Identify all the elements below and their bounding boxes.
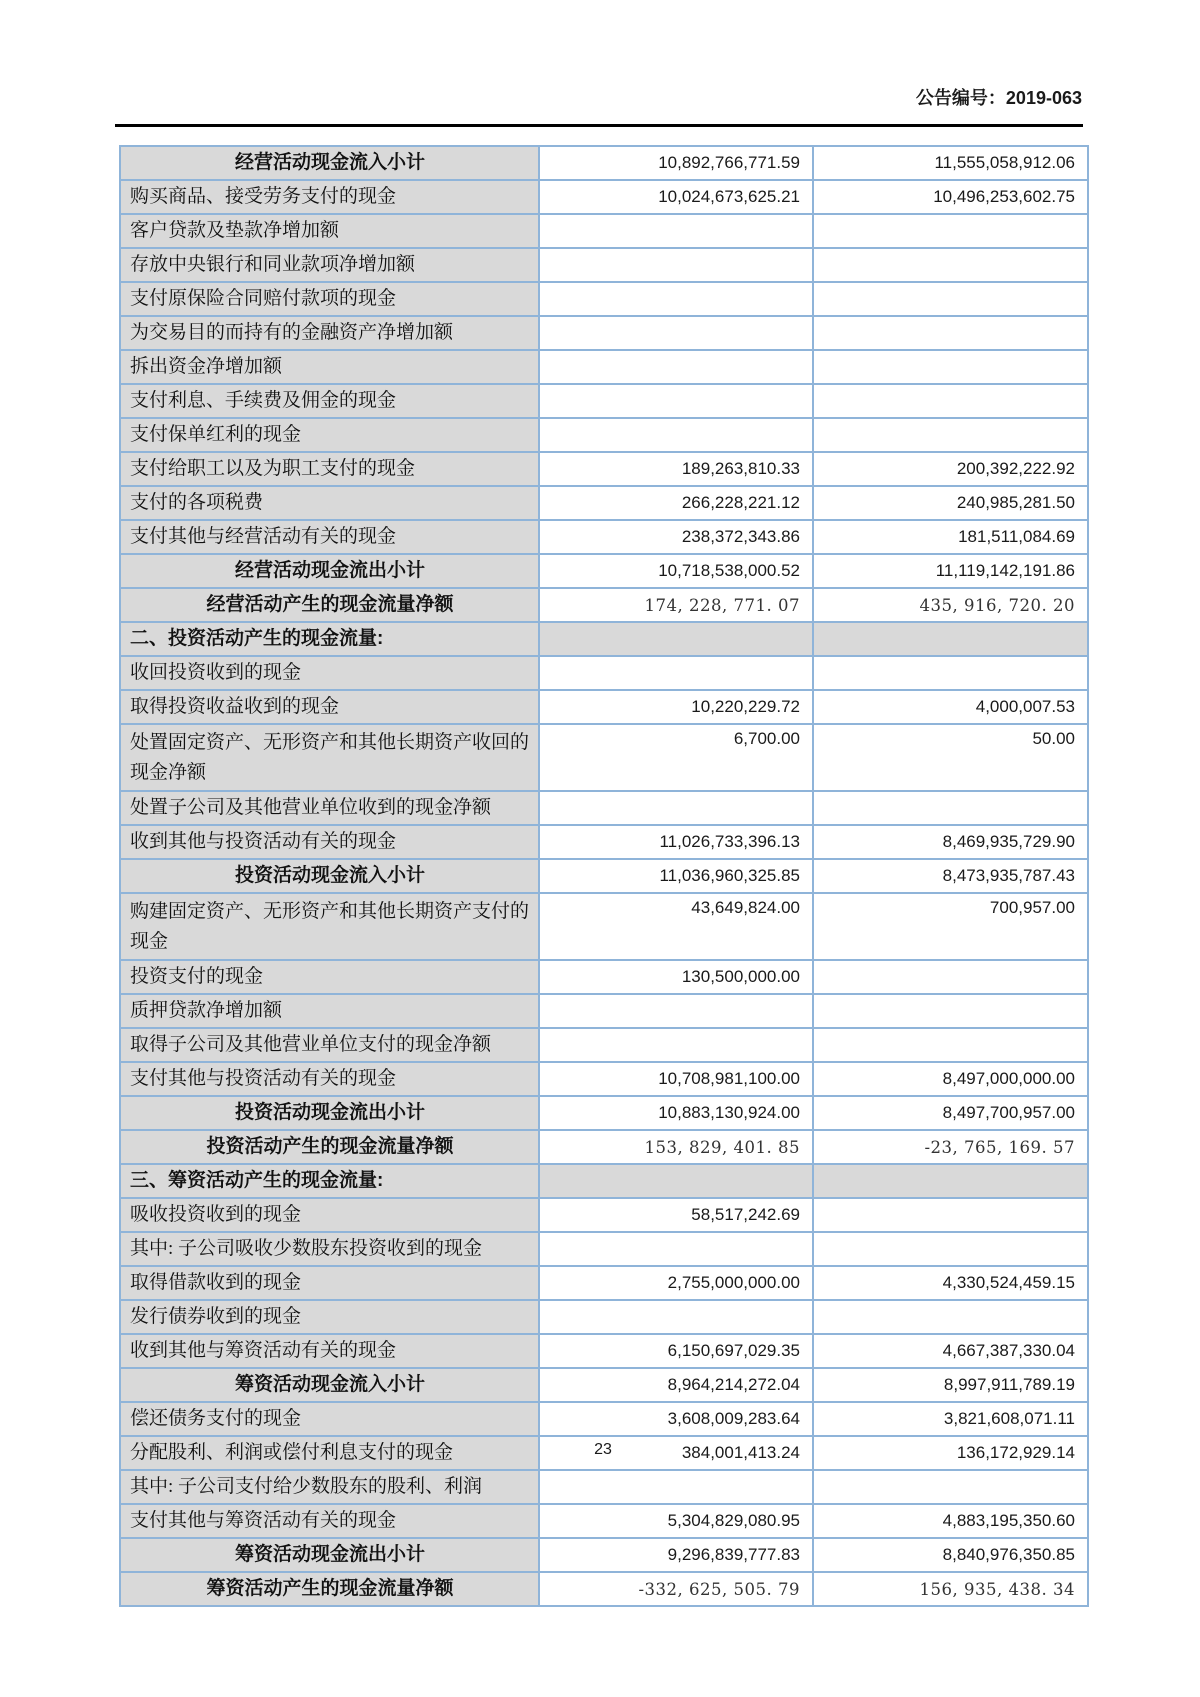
table-row (120, 316, 1088, 350)
value-current-period: 130,500,000.00 (539, 960, 813, 994)
value-prior-period: 4,330,524,459.15 (813, 1266, 1088, 1300)
row-label-cell: 收回投资收到的现金 (120, 656, 539, 690)
row-label-cell: 取得子公司及其他营业单位支付的现金净额 (120, 1028, 539, 1062)
row-label-cell: 收到其他与投资活动有关的现金 (120, 825, 539, 859)
table-row (120, 1062, 1088, 1096)
value-current-period: 384,001,413.24 (539, 1436, 813, 1470)
row-label-cell: 取得借款收到的现金 (120, 1266, 539, 1300)
value-prior-period: 240,985,281.50 (813, 486, 1088, 520)
value-current-period: 3,608,009,283.64 (539, 1402, 813, 1436)
table-row (120, 1198, 1088, 1232)
row-label-cell: 吸收投资收到的现金 (120, 1198, 539, 1232)
header-divider-line (115, 124, 1083, 127)
value-prior-period: 8,997,911,789.19 (813, 1368, 1088, 1402)
value-prior-period: 181,511,084.69 (813, 520, 1088, 554)
value-current-period (539, 316, 813, 350)
value-prior-period (813, 418, 1088, 452)
value-current-period (539, 1028, 813, 1062)
value-prior-period (813, 622, 1088, 656)
value-prior-period: 435, 916, 720. 20 (813, 588, 1088, 622)
value-prior-period (813, 282, 1088, 316)
value-current-period: 43,649,824.00 (539, 893, 813, 960)
table-row (120, 859, 1088, 893)
table-row (120, 554, 1088, 588)
value-prior-period (813, 350, 1088, 384)
row-label-cell: 处置固定资产、无形资产和其他长期资产收回的现金净额 (120, 724, 539, 791)
value-current-period (539, 282, 813, 316)
table-row (120, 622, 1088, 656)
table-row (120, 418, 1088, 452)
value-prior-period (813, 316, 1088, 350)
table-row (120, 350, 1088, 384)
row-label-cell: 支付其他与筹资活动有关的现金 (120, 1504, 539, 1538)
value-current-period: 266,228,221.12 (539, 486, 813, 520)
announcement-number: 公告编号：2019-063 (915, 88, 1082, 108)
table-row (120, 1028, 1088, 1062)
value-prior-period: 8,473,935,787.43 (813, 859, 1088, 893)
table-row (120, 1164, 1088, 1198)
value-current-period: 9,296,839,777.83 (539, 1538, 813, 1572)
table-row (120, 1538, 1088, 1572)
value-current-period: 238,372,343.86 (539, 520, 813, 554)
page-number: 23 (594, 1441, 612, 1458)
value-prior-period: 10,496,253,602.75 (813, 180, 1088, 214)
value-current-period: 10,708,981,100.00 (539, 1062, 813, 1096)
value-prior-period: 4,000,007.53 (813, 690, 1088, 724)
table-row (120, 791, 1088, 825)
value-prior-period: 8,497,700,957.00 (813, 1096, 1088, 1130)
value-current-period: 189,263,810.33 (539, 452, 813, 486)
table-row (120, 1470, 1088, 1504)
value-current-period: 10,220,229.72 (539, 690, 813, 724)
value-current-period: 10,883,130,924.00 (539, 1096, 813, 1130)
value-current-period: 5,304,829,080.95 (539, 1504, 813, 1538)
table-row (120, 690, 1088, 724)
value-prior-period (813, 384, 1088, 418)
table-row (120, 994, 1088, 1028)
value-current-period: 2,755,000,000.00 (539, 1266, 813, 1300)
row-label-cell: 筹资活动现金流入小计 (120, 1368, 539, 1402)
value-prior-period (813, 1470, 1088, 1504)
table-row (120, 452, 1088, 486)
value-prior-period (813, 1300, 1088, 1334)
row-label-cell: 筹资活动现金流出小计 (120, 1538, 539, 1572)
value-current-period (539, 1300, 813, 1334)
value-current-period (539, 418, 813, 452)
cash-flow-table-body (120, 146, 1088, 1606)
value-current-period: 10,024,673,625.21 (539, 180, 813, 214)
value-prior-period (813, 791, 1088, 825)
value-current-period (539, 350, 813, 384)
value-prior-period: 11,555,058,912.06 (813, 146, 1088, 180)
value-prior-period: 8,497,000,000.00 (813, 1062, 1088, 1096)
value-prior-period: 11,119,142,191.86 (813, 554, 1088, 588)
row-label-cell: 支付其他与投资活动有关的现金 (120, 1062, 539, 1096)
value-current-period: 6,700.00 (539, 724, 813, 791)
value-prior-period: 200,392,222.92 (813, 452, 1088, 486)
row-label-cell: 购建固定资产、无形资产和其他长期资产支付的现金 (120, 893, 539, 960)
value-current-period: -332, 625, 505. 79 (539, 1572, 813, 1606)
row-label-cell: 投资活动现金流出小计 (120, 1096, 539, 1130)
value-current-period (539, 214, 813, 248)
value-current-period (539, 1470, 813, 1504)
value-current-period (539, 1164, 813, 1198)
row-label-cell: 支付利息、手续费及佣金的现金 (120, 384, 539, 418)
value-current-period (539, 791, 813, 825)
value-current-period: 10,718,538,000.52 (539, 554, 813, 588)
row-label-cell: 质押贷款净增加额 (120, 994, 539, 1028)
value-current-period: 10,892,766,771.59 (539, 146, 813, 180)
value-current-period (539, 622, 813, 656)
table-row (120, 825, 1088, 859)
value-current-period: 153, 829, 401. 85 (539, 1130, 813, 1164)
row-label-cell: 拆出资金净增加额 (120, 350, 539, 384)
row-label-cell: 支付原保险合同赔付款项的现金 (120, 282, 539, 316)
row-label-cell: 三、筹资活动产生的现金流量: (120, 1164, 539, 1198)
table-row (120, 960, 1088, 994)
table-row (120, 520, 1088, 554)
row-label-cell: 经营活动产生的现金流量净额 (120, 588, 539, 622)
value-current-period: 8,964,214,272.04 (539, 1368, 813, 1402)
table-row (120, 1334, 1088, 1368)
table-row (120, 486, 1088, 520)
table-row (120, 384, 1088, 418)
table-row (120, 146, 1088, 180)
table-row (120, 248, 1088, 282)
value-prior-period: 700,957.00 (813, 893, 1088, 960)
cash-flow-table (119, 145, 1089, 1607)
table-row (120, 1232, 1088, 1266)
row-label-cell: 支付保单红利的现金 (120, 418, 539, 452)
value-current-period (539, 1232, 813, 1266)
row-label-cell: 发行债券收到的现金 (120, 1300, 539, 1334)
value-prior-period: 136,172,929.14 (813, 1436, 1088, 1470)
value-current-period (539, 994, 813, 1028)
row-label-cell: 存放中央银行和同业款项净增加额 (120, 248, 539, 282)
value-current-period: 174, 228, 771. 07 (539, 588, 813, 622)
value-current-period (539, 656, 813, 690)
row-label-cell: 投资活动产生的现金流量净额 (120, 1130, 539, 1164)
value-prior-period (813, 214, 1088, 248)
row-label-cell: 购买商品、接受劳务支付的现金 (120, 180, 539, 214)
table-row (120, 588, 1088, 622)
row-label-cell: 分配股利、利润或偿付利息支付的现金 (120, 1436, 539, 1470)
row-label-cell: 收到其他与筹资活动有关的现金 (120, 1334, 539, 1368)
row-label-cell: 其中: 子公司支付给少数股东的股利、利润 (120, 1470, 539, 1504)
value-prior-period: 4,883,195,350.60 (813, 1504, 1088, 1538)
table-row (120, 1572, 1088, 1606)
value-prior-period (813, 994, 1088, 1028)
value-prior-period (813, 1198, 1088, 1232)
table-row (120, 214, 1088, 248)
row-label-cell: 为交易目的而持有的金融资产净增加额 (120, 316, 539, 350)
value-prior-period (813, 960, 1088, 994)
row-label-cell: 支付其他与经营活动有关的现金 (120, 520, 539, 554)
table-row (120, 1402, 1088, 1436)
value-prior-period (813, 1232, 1088, 1266)
row-label-cell: 取得投资收益收到的现金 (120, 690, 539, 724)
value-prior-period: 8,469,935,729.90 (813, 825, 1088, 859)
row-label-cell: 筹资活动产生的现金流量净额 (120, 1572, 539, 1606)
row-label-cell: 支付给职工以及为职工支付的现金 (120, 452, 539, 486)
value-current-period (539, 384, 813, 418)
value-current-period: 6,150,697,029.35 (539, 1334, 813, 1368)
table-row (120, 282, 1088, 316)
value-current-period: 11,036,960,325.85 (539, 859, 813, 893)
row-label-cell: 客户贷款及垫款净增加额 (120, 214, 539, 248)
row-label-cell: 投资活动现金流入小计 (120, 859, 539, 893)
value-prior-period (813, 1028, 1088, 1062)
table-row (120, 1368, 1088, 1402)
table-row (120, 1504, 1088, 1538)
value-current-period (539, 248, 813, 282)
value-prior-period: 156, 935, 438. 34 (813, 1572, 1088, 1606)
value-prior-period: 50.00 (813, 724, 1088, 791)
row-label-cell: 支付的各项税费 (120, 486, 539, 520)
value-prior-period: -23, 765, 169. 57 (813, 1130, 1088, 1164)
row-label-cell: 偿还债务支付的现金 (120, 1402, 539, 1436)
row-label-cell: 其中: 子公司吸收少数股东投资收到的现金 (120, 1232, 539, 1266)
row-label-cell: 二、投资活动产生的现金流量: (120, 622, 539, 656)
value-prior-period: 3,821,608,071.11 (813, 1402, 1088, 1436)
table-row (120, 1300, 1088, 1334)
table-row (120, 1130, 1088, 1164)
table-row (120, 1096, 1088, 1130)
table-row (120, 180, 1088, 214)
value-prior-period: 8,840,976,350.85 (813, 1538, 1088, 1572)
table-row (120, 893, 1088, 960)
value-current-period: 11,026,733,396.13 (539, 825, 813, 859)
row-label-cell: 处置子公司及其他营业单位收到的现金净额 (120, 791, 539, 825)
value-current-period: 58,517,242.69 (539, 1198, 813, 1232)
value-prior-period: 4,667,387,330.04 (813, 1334, 1088, 1368)
row-label-cell: 经营活动现金流入小计 (120, 146, 539, 180)
table-row (120, 656, 1088, 690)
row-label-cell: 投资支付的现金 (120, 960, 539, 994)
table-row (120, 1266, 1088, 1300)
table-row (120, 724, 1088, 791)
row-label-cell: 经营活动现金流出小计 (120, 554, 539, 588)
value-prior-period (813, 1164, 1088, 1198)
value-prior-period (813, 248, 1088, 282)
value-prior-period (813, 656, 1088, 690)
